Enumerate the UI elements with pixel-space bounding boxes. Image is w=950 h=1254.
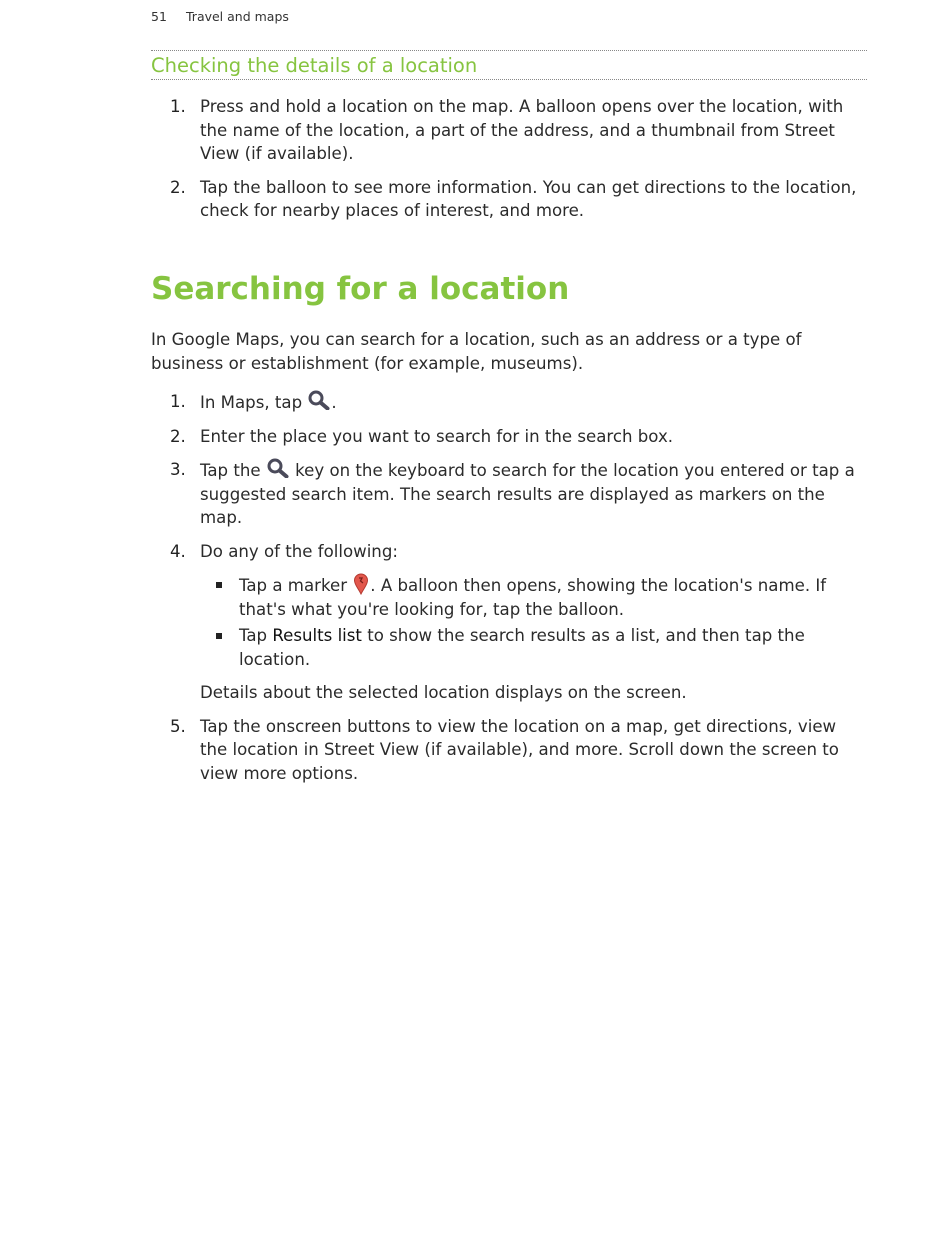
checking-steps-list: [151, 95, 867, 233]
list-item: [151, 715, 867, 786]
list-item: [151, 458, 867, 530]
map-marker-icon: [353, 573, 369, 595]
step-number: 3.: [170, 460, 186, 479]
step-text: Do any of the following:: [200, 541, 398, 561]
ui-term-results-list: Results list: [272, 626, 362, 645]
list-item: [151, 176, 867, 223]
bullet-item: [200, 624, 867, 671]
section-intro: In Google Maps, you can search for a location, such as an address or a type of business or establishment (for example, museums).: [151, 330, 802, 373]
chapter-title: Travel and maps: [186, 9, 289, 24]
section-title: Searching for a location: [151, 271, 570, 307]
list-item: [151, 95, 867, 166]
step-text: In Maps, tap: [200, 393, 308, 412]
step-number: 4.: [170, 541, 186, 561]
bullet-item: [200, 573, 867, 621]
bullet-square-icon: [216, 582, 222, 588]
list-item: [151, 540, 867, 705]
step-text-end: key on the keyboard to search for the location you entered or tap a suggested search item. The search results are displayed as markers on the map.: [200, 461, 855, 527]
search-steps-list: [151, 390, 867, 795]
step-number: 2.: [170, 177, 186, 197]
step-text: Tap the: [200, 461, 266, 480]
step-number: 5.: [170, 716, 186, 736]
bullet-list: [200, 573, 867, 671]
page-number: 51: [151, 9, 167, 24]
bullet-text: Tap: [239, 626, 273, 645]
step-text: Press and hold a location on the map. A balloon opens over the location, with the name of the location, a part of the address, and a thumbnail from Street View (if available).: [200, 97, 844, 163]
bullet-text: Tap a marker: [239, 576, 353, 595]
subsection-heading-bar: [151, 50, 867, 80]
list-item: [151, 390, 867, 415]
list-item: [151, 425, 867, 449]
bullet-text-end: to show the search results as a list, and then tap the location.: [239, 626, 805, 669]
step-text: Enter the place you want to search for in the search box.: [200, 426, 674, 446]
step-text: Tap the onscreen buttons to view the location on a map, get directions, view the location in Street View (if available), and more. Scroll down the screen to view more options.: [200, 716, 839, 783]
running-header: [151, 9, 289, 24]
step-number: 1.: [170, 97, 186, 116]
step-number: 1.: [170, 392, 186, 411]
bullet-square-icon: [216, 633, 222, 639]
magnifier-icon: [308, 390, 330, 410]
subsection-title: Checking the details of a location: [151, 54, 478, 77]
bullet-text-end: . A balloon then opens, showing the location's name. If that's what you're looking for, tap the balloon.: [239, 576, 827, 619]
magnifier-icon: [267, 458, 289, 478]
step-note: Details about the selected location displays on the screen.: [200, 683, 687, 702]
step-text: Tap the balloon to see more information. You can get directions to the location, check for nearby places of interest, and more.: [200, 177, 857, 220]
step-number: 2.: [170, 426, 186, 446]
step-text-end: .: [331, 393, 337, 412]
